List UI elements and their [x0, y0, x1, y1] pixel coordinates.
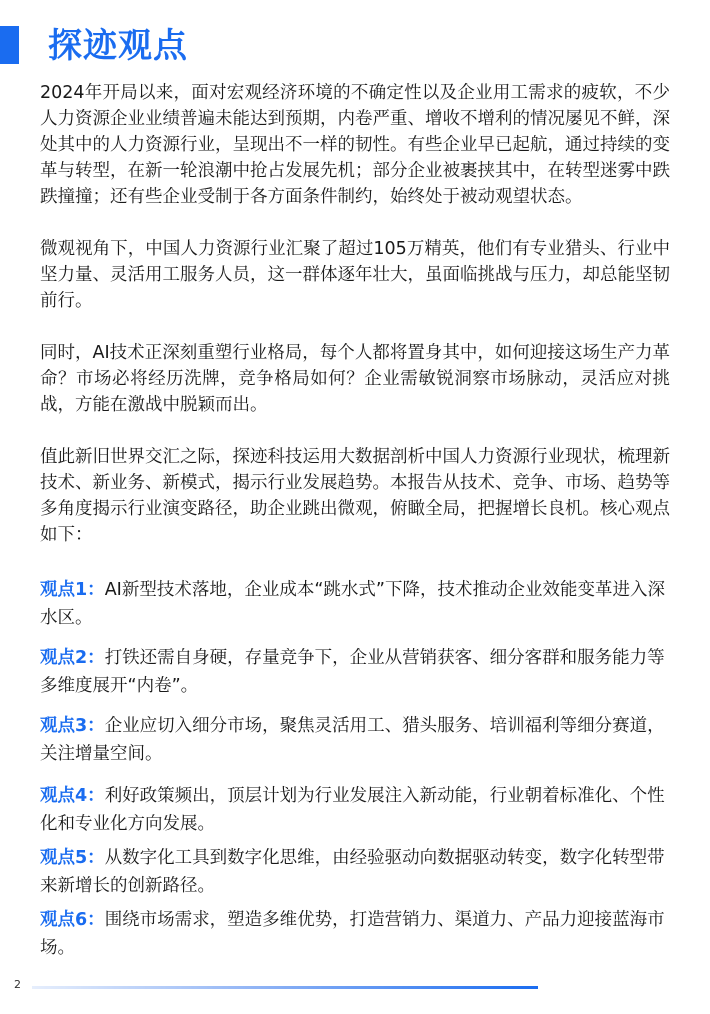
viewpoint-text: AI新型技术落地，企业成本“跳水式”下降，技术推动企业效能变革进入深水区。 — [40, 580, 665, 628]
viewpoint-2 — [40, 644, 670, 700]
viewpoint-label: 观点4： — [40, 786, 105, 806]
footer-divider — [32, 986, 538, 989]
viewpoint-6 — [40, 906, 670, 962]
intro-section — [40, 80, 670, 574]
intro-paragraph: 微观视角下，中国人力资源行业汇聚了超过105万精英，他们有专业猎头、行业中坚力量、灵活用工服务人员，这一群体逐年壮大，虽面临挑战与压力，却总能坚韧前行。 — [40, 239, 670, 311]
viewpoint-text: 打铁还需自身硬，存量竞争下，企业从营销获客、细分客群和服务能力等多维度展开“内卷”。 — [40, 648, 665, 696]
viewpoint-label: 观点6： — [40, 910, 105, 930]
viewpoint-text: 企业应切入细分市场，聚焦灵活用工、猎头服务、培训福利等细分赛道，关注增量空间。 — [40, 716, 665, 764]
page-number: 2 — [14, 978, 21, 991]
viewpoint-text: 从数字化工具到数字化思维，由经验驱动向数据驱动转变，数字化转型带来新增长的创新路径。 — [40, 848, 665, 896]
viewpoint-4 — [40, 782, 670, 838]
intro-paragraph: 值此新旧世界交汇之际，探迹科技运用大数据剖析中国人力资源行业现状，梳理新技术、新业务、新模式，揭示行业发展趋势。本报告从技术、竞争、市场、趋势等多角度揭示行业演变路径，助企业跳出微观，俯瞰全局，把握增长良机。核心观点如下： — [40, 447, 670, 545]
viewpoint-3 — [40, 712, 670, 768]
viewpoint-1 — [40, 576, 670, 632]
viewpoint-label: 观点1： — [40, 580, 105, 600]
page-title: 探迹观点 — [48, 26, 188, 66]
viewpoint-label: 观点3： — [40, 716, 105, 736]
viewpoint-text: 围绕市场需求，塑造多维优势，打造营销力、渠道力、产品力迎接蓝海市场。 — [40, 910, 665, 958]
intro-paragraph: 同时，AI技术正深刻重塑行业格局，每个人都将置身其中，如何迎接这场生产力革命？市场必将经历洗牌，竞争格局如何？企业需敏锐洞察市场脉动，灵活应对挑战，方能在激战中脱颖而出。 — [40, 343, 670, 415]
viewpoint-text: 利好政策频出，顶层计划为行业发展注入新动能，行业朝着标准化、个性化和专业化方向发展。 — [40, 786, 665, 834]
viewpoint-5 — [40, 844, 670, 900]
viewpoint-label: 观点5： — [40, 848, 105, 868]
intro-paragraph: 2024年开局以来，面对宏观经济环境的不确定性以及企业用工需求的疲软，不少人力资源企业业绩普遍未能达到预期，内卷严重、增收不增利的情况屡见不鲜，深处其中的人力资源行业，呈现出不一样的韧性。有些企业早已起航，通过持续的变革与转型，在新一轮浪潮中抢占发展先机；部分企业被裹挟其中，在转型迷雾中跌跌撞撞；还有些企业受制于各方面条件制约，始终处于被动观望状态。 — [40, 83, 670, 207]
viewpoint-label: 观点2： — [40, 648, 105, 668]
title-accent-bar — [0, 26, 19, 64]
